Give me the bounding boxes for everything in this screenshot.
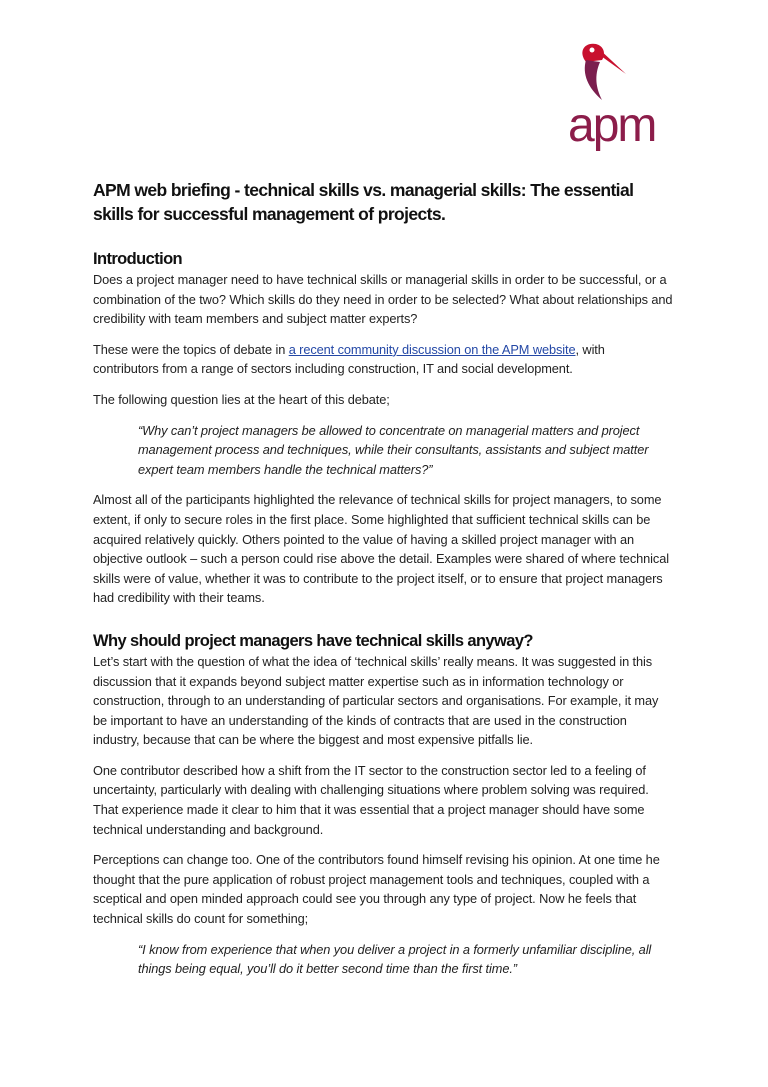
intro-paragraph-1: Does a project manager need to have technical skills or managerial skills in order to be successful, or a combination of the two? Which skills do they need in order to be selected? What about relationships and credibility with team members and subject matter experts?: [93, 272, 673, 327]
apm-logo: [568, 40, 678, 150]
intro-quote: “Why can’t project managers be allowed to concentrate on managerial matters and project management process and techniques, while their consultants, assistants and subject matter expert team members handle the technical matters?”: [138, 422, 649, 477]
section-2-paragraph-3: Perceptions can change too. One of the contributors found himself revising his opinion. At one time he thought that the pure application of robust project management tools and techniques, coupled with a sceptical and open minded approach could see you through any type of project. Now he feels that technical skills do count for something;: [93, 852, 660, 927]
document-title: APM web briefing - technical skills vs. managerial skills: The essential skills for successful management of projects.: [93, 180, 634, 224]
intro-paragraph-2: [93, 340, 673, 379]
text-run: These were the topics of debate in: [93, 341, 289, 357]
document-body: [93, 178, 673, 990]
section-2-heading: Why should project managers have technical skills anyway?: [93, 631, 533, 650]
section-2-paragraph-2: One contributor described how a shift from the IT sector to the construction sector led to a feeling of uncertainty, particularly with dealing with challenging situations where problem solving was required. That experience made it clear to him that it was essential that a project manager should have some technical understanding and background.: [93, 762, 649, 837]
intro-paragraph-4: Almost all of the participants highlighted the relevance of technical skills for project managers, to some extent, if only to secure roles in the first place. Some highlighted that sufficient technical skills can be acquired relatively quickly. Others pointed to the value of having a skilled project manager with an objective outlook – such a person could rise above the detail. Examples were shared of where technical skills were of value, whether it was to contribute to the project itself, or to ensure that project managers had credibility with their teams.: [93, 492, 669, 606]
community-discussion-link[interactable]: a recent community discussion on the APM website: [288, 341, 576, 357]
intro-heading: Introduction: [93, 250, 183, 268]
apm-logo-text: apm: [568, 99, 656, 152]
intro-paragraph-3: The following question lies at the heart of this debate;: [93, 391, 390, 407]
section-2-paragraph-1: Let’s start with the question of what the idea of ‘technical skills’ really means. It was suggested in this discussion that it expands beyond subject matter expertise such as in information technology or construction, through to an understanding of particular sectors and organisations. For example, it may be important to have an understanding of the kinds of contracts that are used in the construction industry, because that can be where the biggest and most expensive pitfalls lie.: [93, 653, 659, 748]
text-run: , with contributors from a range of sectors including construction, IT and social development.: [93, 341, 605, 377]
section-2-quote: “I know from experience that when you deliver a project in a formerly unfamiliar discipline, all things being equal, you’ll do it better second time than the first time.”: [138, 941, 652, 977]
